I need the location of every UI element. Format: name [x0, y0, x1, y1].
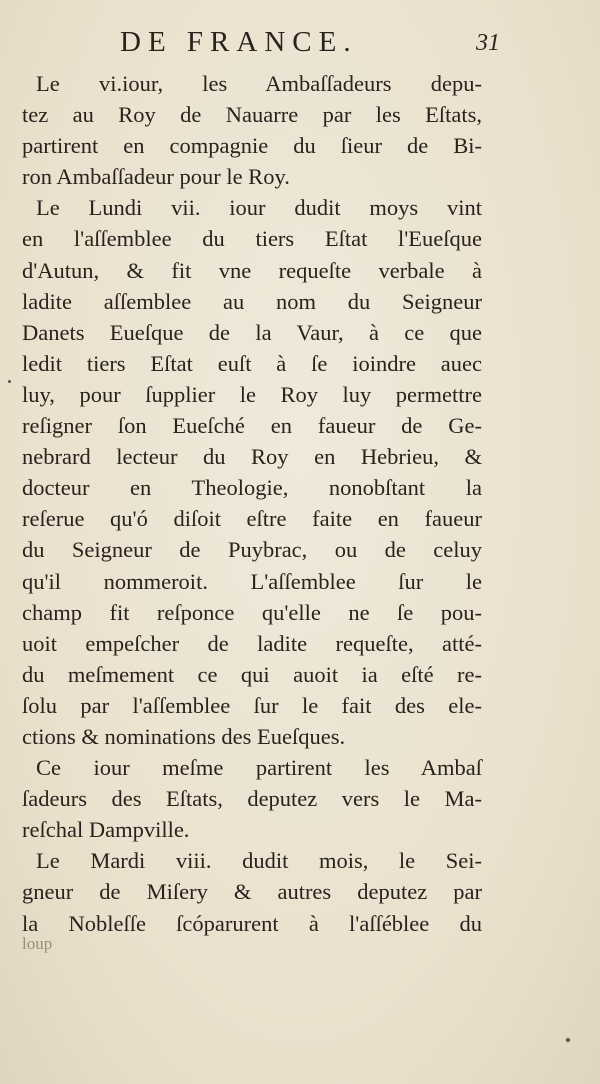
running-title: DE FRANCE.: [120, 26, 358, 58]
paper-spot: [566, 1038, 570, 1042]
text-line: d'Autun, & fit vne requeſte verbale à: [22, 257, 482, 283]
text-line: nebrard lecteur du Roy en Hebrieu, &: [22, 444, 482, 470]
text-line: reſigner ſon Eueſché en faueur de Ge-: [22, 413, 482, 439]
text-line: partirent en compagnie du ſieur de Bi-: [22, 133, 482, 159]
text-line: ctions & nominations des Eueſques.: [22, 723, 346, 749]
text-line: luy, pour ſupplier le Roy luy permettre: [22, 381, 482, 407]
text-line: ſadeurs des Eſtats, deputez vers le Ma-: [22, 786, 482, 812]
text-line: Ce iour meſme partirent les Ambaſ: [36, 755, 482, 781]
text-line: Danets Eueſque de la Vaur, à ce que: [22, 319, 482, 345]
text-line: la Nobleſſe ſcóparurent à l'aſſéblee du: [22, 910, 482, 936]
paper-spot: [8, 380, 11, 383]
text-line: ſolu par l'aſſemblee ſur le fait des ele-: [22, 692, 482, 718]
text-line: docteur en Theologie, nonobſtant la: [22, 475, 482, 501]
catchword: loup: [22, 934, 53, 953]
text-line: champ fit reſponce qu'elle ne ſe pou-: [22, 599, 482, 625]
text-line: Le Mardi viii. dudit mois, le Sei-: [36, 848, 482, 874]
text-line: tez au Roy de Nauarre par les Eſtats,: [22, 102, 482, 128]
text-line: qu'il nommeroit. L'aſſemblee ſur le: [22, 568, 482, 594]
text-line: en l'aſſemblee du tiers Eſtat l'Eueſque: [22, 226, 482, 252]
page-number: 31: [476, 30, 500, 56]
text-line: ron Ambaſſadeur pour le Roy.: [22, 164, 290, 190]
text-line: ledit tiers Eſtat euſt à ſe ioindre auec: [22, 350, 482, 376]
text-line: uoit empeſcher de ladite requeſte, atté-: [22, 630, 482, 656]
body-text: [22, 68, 482, 939]
text-line: reſchal Dampville.: [22, 817, 190, 843]
text-line: du Seigneur de Puybrac, ou de celuy: [22, 537, 482, 563]
text-line: du meſmement ce qui auoit ia eſté re-: [22, 661, 482, 687]
text-line: reſerue qu'ó diſoit eſtre faite en faueur: [22, 506, 482, 532]
text-line: ladite aſſemblee au nom du Seigneur: [22, 288, 482, 314]
text-line: Le Lundi vii. iour dudit moys vint: [36, 195, 482, 221]
page-header: [120, 26, 500, 62]
text-line: gneur de Miſery & autres deputez par: [22, 879, 482, 905]
text-line: Le vi.iour, les Ambaſſadeurs depu-: [36, 71, 482, 96]
